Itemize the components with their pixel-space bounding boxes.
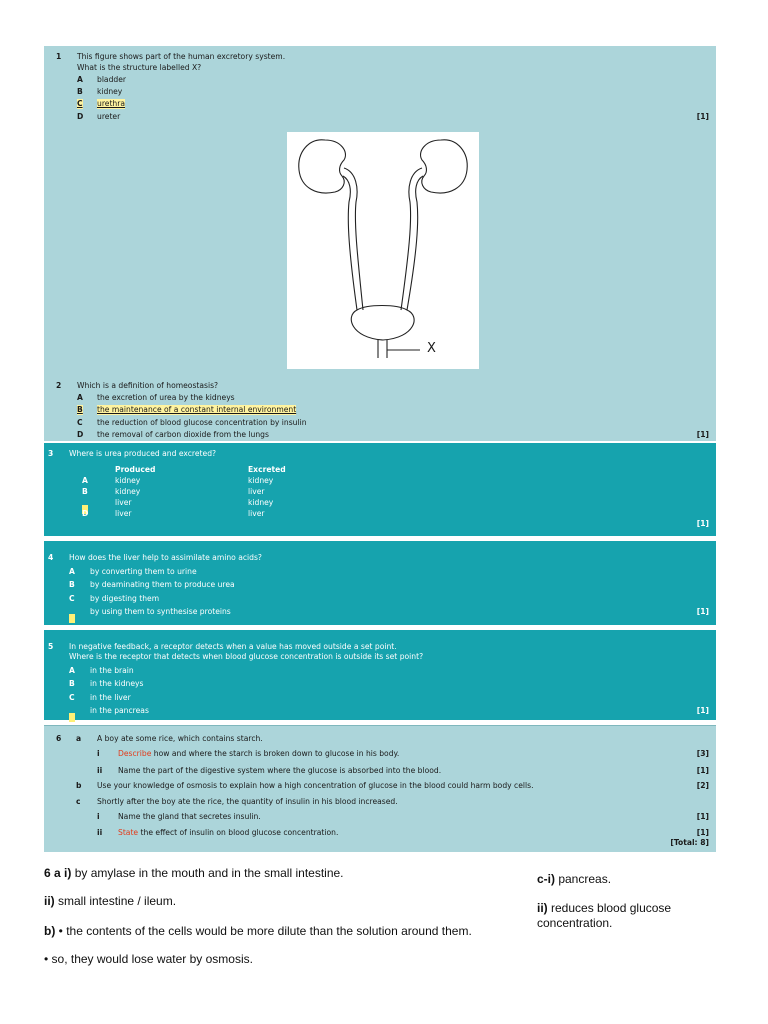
answer-text: • the contents of the cells would be more dilute than the solution around them.: [55, 924, 472, 938]
q4-option-letter: A: [69, 567, 75, 576]
q2-option-text: the removal of carbon dioxide from the lungs: [97, 430, 269, 439]
q6-part-b: b: [76, 781, 82, 790]
q6-cii-marks: [1]: [696, 828, 709, 837]
q1-option-text: bladder: [97, 75, 127, 84]
q6-ci-marks: [1]: [696, 812, 709, 821]
q6-cii-text: [118, 828, 338, 838]
q1-option-letter: A: [77, 75, 83, 84]
q6-ai-rest: how and where the starch is broken down to glucose in his body.: [151, 749, 400, 758]
q6-panel: [44, 725, 716, 852]
answer-label: ii): [44, 894, 55, 908]
q1-marks: [1]: [696, 112, 709, 121]
q3-panel: [44, 443, 716, 536]
q4-marks: [1]: [696, 607, 709, 616]
q5-option-text: in the brain: [90, 666, 134, 675]
q6-b-marks: [2]: [696, 781, 709, 790]
answer-label: ii): [537, 901, 548, 915]
figure-label-x: X: [427, 341, 436, 356]
q4-option-text: by converting them to urine: [90, 567, 197, 576]
q1-option-letter-selected: C: [77, 99, 83, 108]
q3-row-letter: B: [82, 487, 88, 496]
q4-option-letter: B: [69, 580, 75, 589]
q6-total-marks: [Total: 8]: [670, 838, 709, 847]
q2-option-letter: D: [77, 430, 84, 439]
q6-cii-number: ii: [97, 828, 103, 837]
q6-c-text: Shortly after the boy ate the rice, the quantity of insulin in his blood increased.: [97, 797, 398, 806]
q1-text-line1: This figure shows part of the human excretory system.: [77, 52, 286, 61]
q3-row-letter: A: [82, 476, 88, 485]
bladder: [351, 306, 414, 341]
q3-row-produced: liver: [115, 509, 132, 518]
q2-option-text-selected: the maintenance of a constant internal environment: [97, 405, 297, 414]
q5-panel: [44, 630, 716, 720]
answer-6b-line1: [44, 924, 472, 939]
q4-panel: [44, 541, 716, 625]
q5-option-letter: A: [69, 666, 75, 675]
q5-text-line2: Where is the receptor that detects when blood glucose concentration is outside its set point?: [69, 652, 424, 661]
command-word-describe: Describe: [118, 749, 152, 758]
q6-a-text: A boy ate some rice, which contains starch.: [97, 734, 263, 743]
q6-ai-number: i: [97, 749, 100, 758]
q2-option-letter-selected: B: [77, 405, 83, 414]
q3-row-excreted: kidney: [248, 476, 274, 485]
q3-row-excreted: kidney: [248, 498, 274, 507]
answer-text: by amylase in the mouth and in the small intestine.: [71, 866, 344, 880]
answer-highlight-marker: [69, 713, 75, 722]
q6-aii-number: ii: [97, 766, 103, 775]
q2-marks: [1]: [696, 430, 709, 439]
answer-6aii: [44, 894, 176, 909]
q6-aii-marks: [1]: [696, 766, 709, 775]
answer-6cii: [537, 901, 717, 931]
excretory-system-figure: [287, 132, 479, 369]
answer-highlight-marker: [69, 614, 75, 623]
answer-text: small intestine / ileum.: [54, 894, 177, 908]
q6-part-a: a: [76, 734, 82, 743]
right-kidney: [421, 140, 468, 193]
q6-cii-rest: the effect of insulin on blood glucose concentration.: [138, 828, 339, 837]
q4-text: How does the liver help to assimilate amino acids?: [69, 553, 262, 562]
answer-text: pancreas.: [555, 872, 612, 886]
q4-number: 4: [48, 553, 54, 562]
answer-6ai: [44, 866, 344, 881]
q2-option-letter: C: [77, 418, 83, 427]
q3-text: Where is urea produced and excreted?: [69, 449, 217, 458]
q1-option-text-selected: urethra: [97, 99, 126, 108]
q6-b-text: Use your knowledge of osmosis to explain how a high concentration of glucose in the blood could harm body cells.: [97, 781, 534, 790]
q3-row-excreted: liver: [248, 509, 265, 518]
q3-row-produced: kidney: [115, 476, 141, 485]
q1-option-text: kidney: [97, 87, 123, 96]
q6-ai-marks: [3]: [696, 749, 709, 758]
q5-option-text: in the liver: [90, 693, 131, 702]
q6-ci-text: Name the gland that secretes insulin.: [118, 812, 261, 821]
q2-option-text: the reduction of blood glucose concentration by insulin: [97, 418, 307, 427]
q3-row-excreted: liver: [248, 487, 265, 496]
q1-number: 1: [56, 52, 62, 61]
q5-option-text: in the kidneys: [90, 679, 144, 688]
q3-row-letter: D: [82, 509, 89, 518]
answer-6ci: [537, 872, 611, 887]
q1-option-letter: B: [77, 87, 83, 96]
answer-label: b): [44, 924, 56, 938]
q5-option-text: in the pancreas: [90, 706, 149, 715]
q2-text: Which is a definition of homeostasis?: [77, 381, 219, 390]
q4-option-letter: C: [69, 594, 75, 603]
q4-option-text: by using them to synthesise proteins: [90, 607, 231, 616]
q5-number: 5: [48, 642, 54, 651]
q5-text-line1: In negative feedback, a receptor detects when a value has moved outside a set point.: [69, 642, 397, 651]
q3-row-produced: kidney: [115, 487, 141, 496]
q4-option-text: by deaminating them to produce urea: [90, 580, 235, 589]
q2-number: 2: [56, 381, 62, 390]
q6-aii-text: Name the part of the digestive system where the glucose is absorbed into the blood.: [118, 766, 442, 775]
q4-option-text: by digesting them: [90, 594, 160, 603]
q6-ai-text: [118, 749, 399, 759]
left-kidney: [299, 140, 346, 193]
q2-option-text: the excretion of urea by the kidneys: [97, 393, 235, 402]
q5-marks: [1]: [696, 706, 709, 715]
q3-number: 3: [48, 449, 54, 458]
q6-part-c: c: [76, 797, 81, 806]
q1-option-text: ureter: [97, 112, 121, 121]
q5-option-letter: C: [69, 693, 75, 702]
answer-label: 6 a i): [44, 866, 72, 880]
q3-column-produced: Produced: [115, 465, 156, 474]
answer-label: c-i): [537, 872, 555, 886]
q1-text-line2: What is the structure labelled X?: [77, 63, 202, 72]
excretory-system-diagram: [287, 132, 479, 369]
q3-row-produced: liver: [115, 498, 132, 507]
q6-ci-number: i: [97, 812, 100, 821]
q2-option-letter: A: [77, 393, 83, 402]
answer-text: reduces blood glucose concentration.: [537, 901, 672, 930]
q3-marks: [1]: [696, 519, 709, 528]
q1-q2-panel: [44, 46, 716, 441]
q6-number: 6: [56, 734, 62, 743]
command-word-state: State: [118, 828, 139, 837]
answer-6b-line2: • so, they would lose water by osmosis.: [44, 952, 253, 966]
q1-option-letter: D: [77, 112, 84, 121]
q5-option-letter: B: [69, 679, 75, 688]
q3-column-excreted: Excreted: [248, 465, 286, 474]
